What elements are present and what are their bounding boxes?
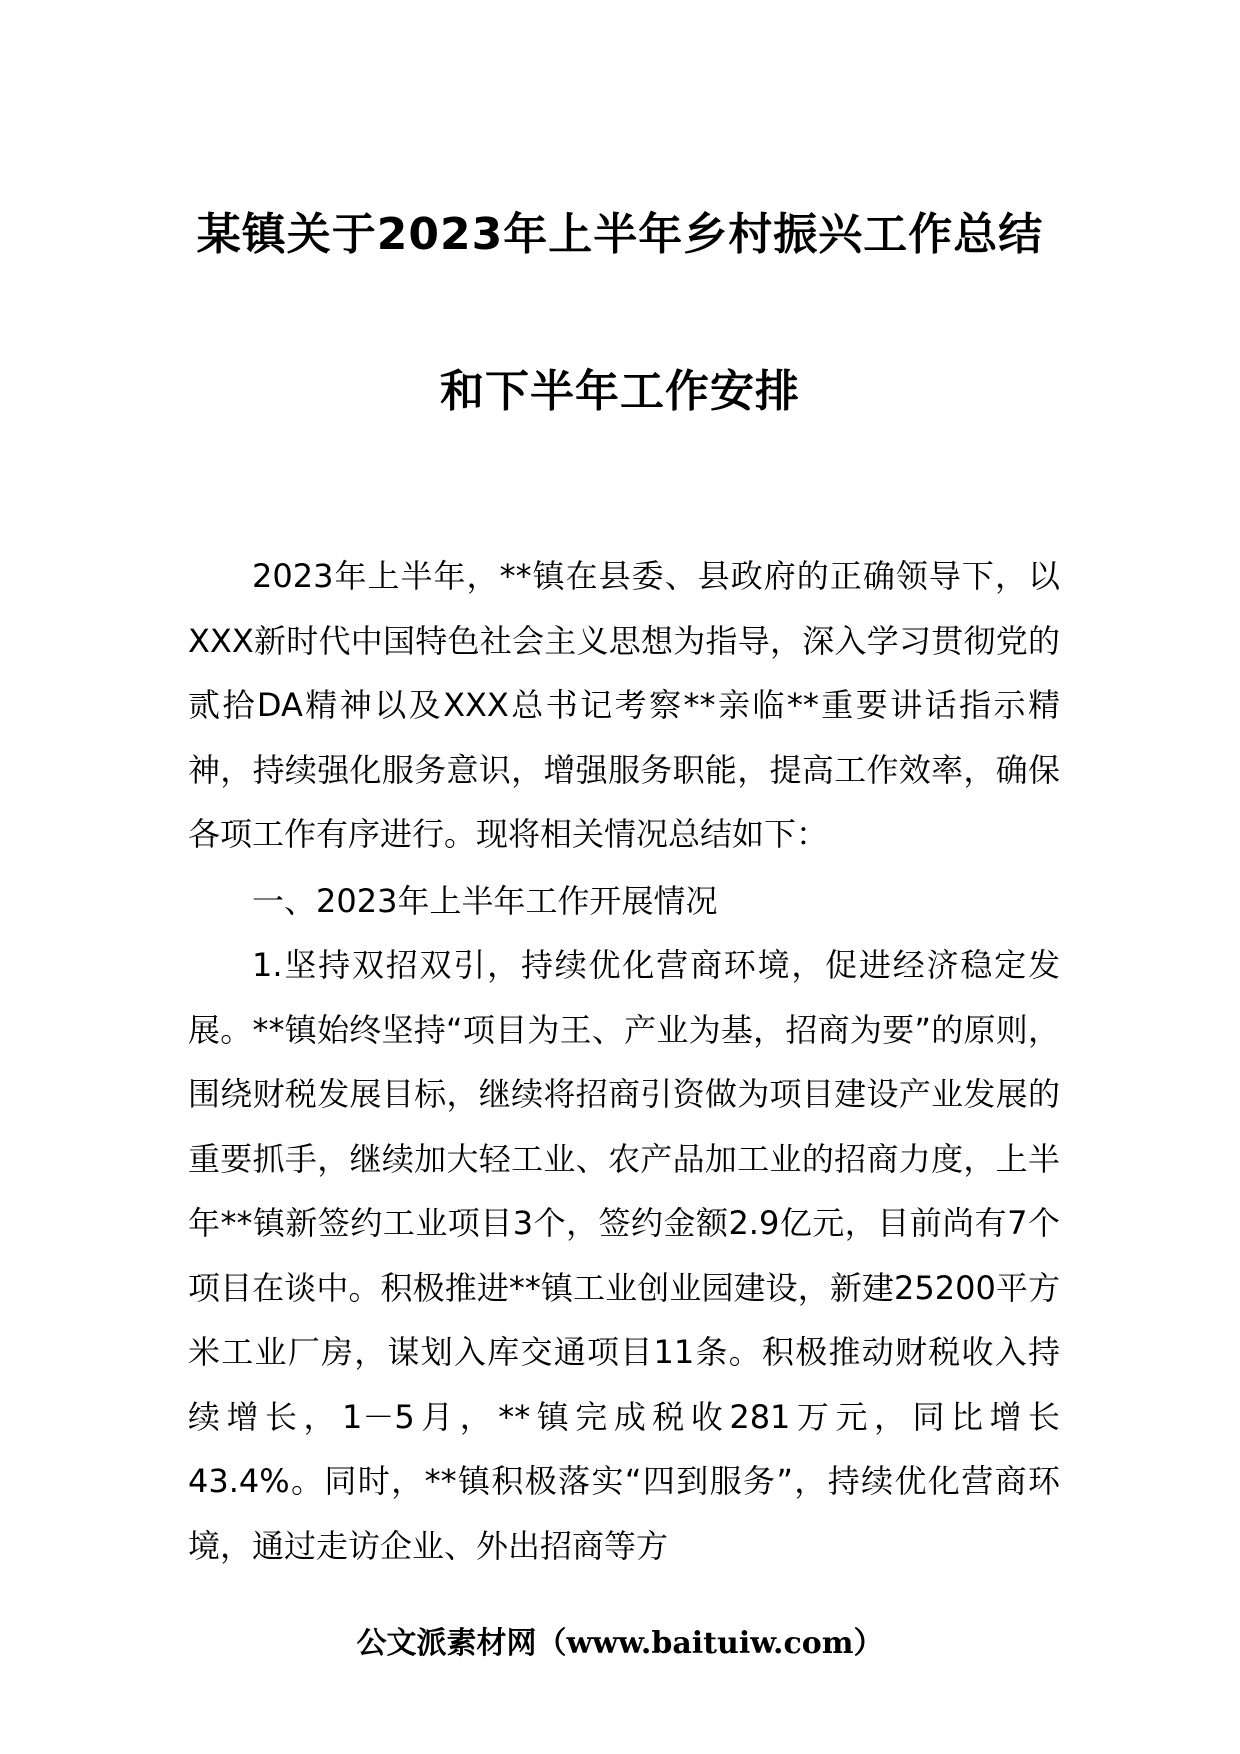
section-heading-block bbox=[188, 869, 1060, 934]
intro-paragraph-block bbox=[188, 544, 1060, 867]
document-title-line-2: 和下半年工作安排 bbox=[440, 366, 800, 417]
document-title-line-1: 某镇关于2023年上半年乡村振兴工作总结 bbox=[196, 209, 1044, 260]
footer-watermark: 公文派素材网（www.baituiw.com） bbox=[356, 1626, 884, 1661]
item-1-paragraph: 1.坚持双招双引，持续优化营商环境，促进经济稳定发展。**镇始终坚持“项目为王、产业为基，招商为要”的原则，围绕财税发展目标，继续将招商引资做为项目建设产业发展的重要抓手，继续加大轻工业、农产品加工业的招商力度，上半年**镇新签约工业项目3个，签约金额2.9亿元，目前尚有7个项目在谈中。积极推进**镇工业创业园建设，新建25200平方米工业厂房，谋划入库交通项目11条。积极推动财税收入持续增长，1－5月，**镇完成税收281万元，同比增长43.4%。同时，**镇积极落实“四到服务”，持续优化营商环境，通过走访企业、外出招商等方 bbox=[188, 946, 1060, 1565]
intro-paragraph: 2023年上半年，**镇在县委、县政府的正确领导下，以XXX新时代中国特色社会主义思想为指导，深入学习贯彻党的贰拾DA精神以及XXX总书记考察**亲临**重要讲话指示精神，持续强化服务意识，增强服务职能，提高工作效率，确保各项工作有序进行。现将相关情况总结如下： bbox=[188, 557, 1060, 853]
section-heading: 一、2023年上半年工作开展情况 bbox=[252, 882, 718, 920]
item-1-paragraph-block bbox=[188, 933, 1060, 1578]
